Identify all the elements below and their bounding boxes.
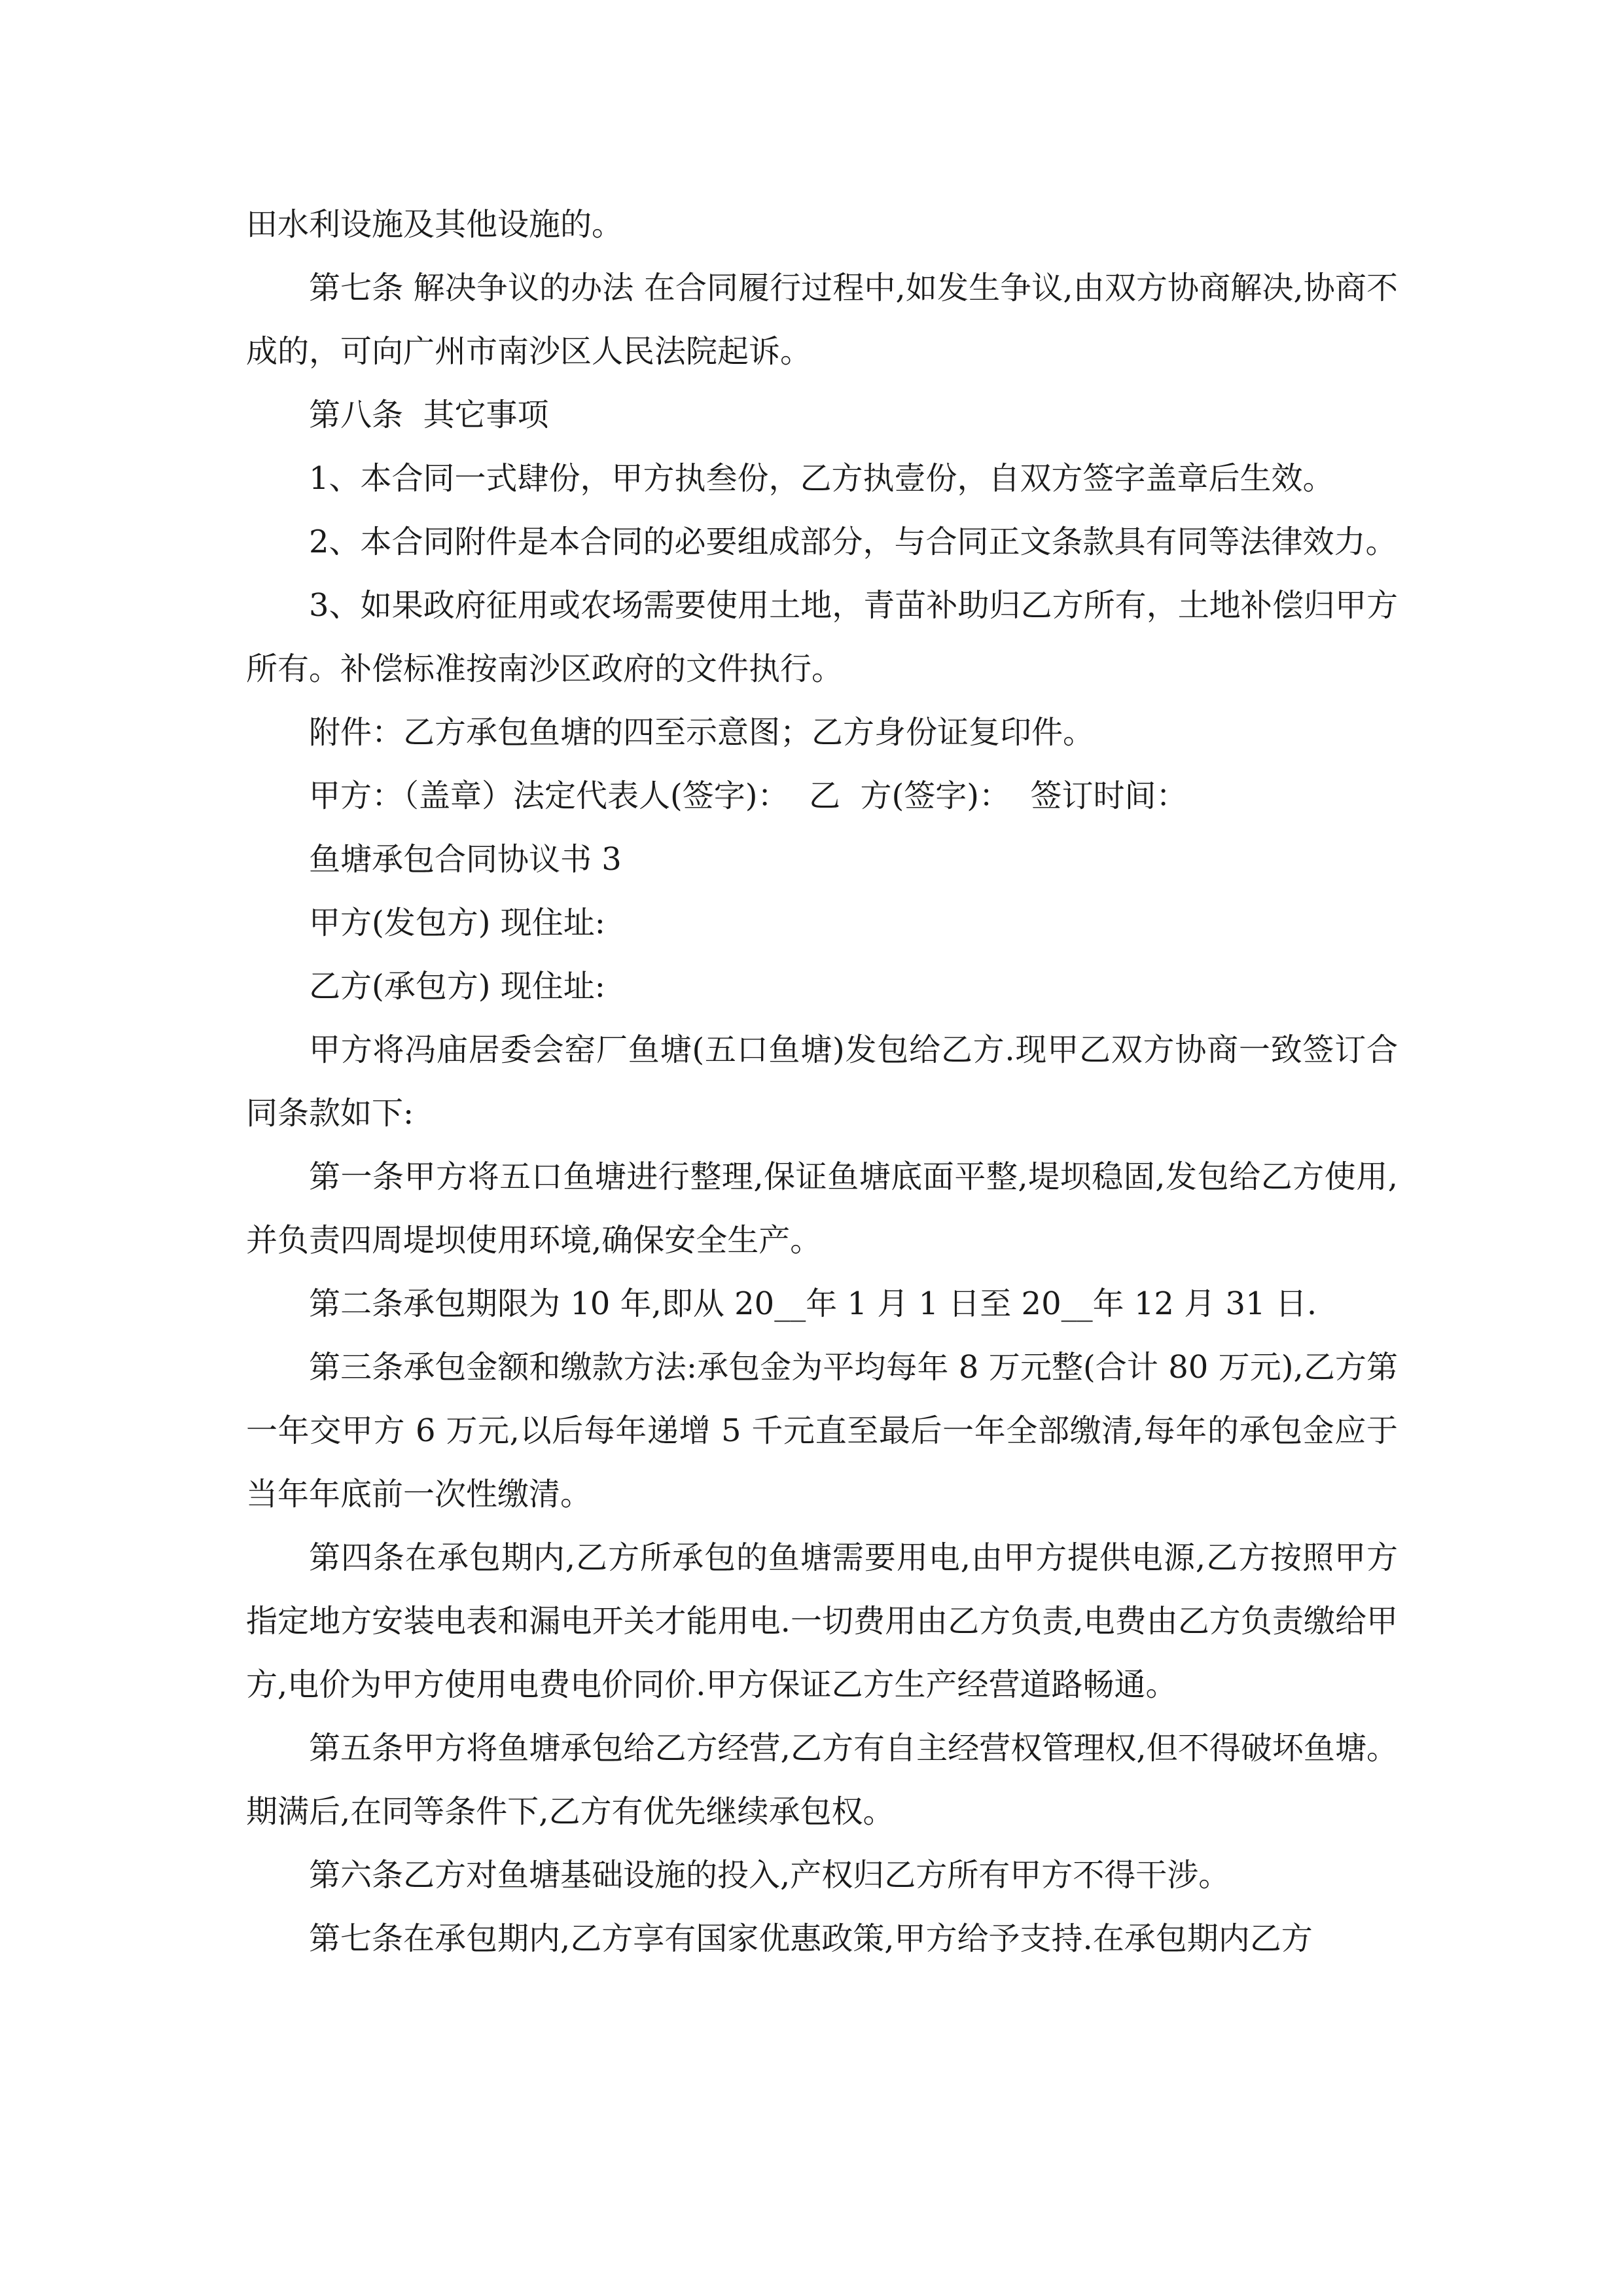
paragraph-preamble: 甲方将冯庙居委会窑厂鱼塘(五口鱼塘)发包给乙方.现甲乙双方协商一致签订合同条款如下: — [246, 1031, 1398, 1132]
paragraph-article-7: 第七条在承包期内,乙方享有国家优惠政策,甲方给予支持.在承包期内乙方 — [309, 1920, 1313, 1957]
paragraph-article-3: 第三条承包金额和缴款方法:承包金为平均每年 8 万元整(合计 80 万元),乙方第一年交甲方 6 万元,以后每年递增 5 千元直至最后一年全部缴清,每年的承包金应于当年年底前一次性缴清。 — [246, 1349, 1398, 1513]
paragraph-continuation: 田水利设施及其他设施的。 — [246, 206, 624, 243]
paragraph-contract-title-3: 鱼塘承包合同协议书 3 — [309, 841, 622, 878]
paragraph-article-4: 第四条在承包期内,乙方所承包的鱼塘需要用电,由甲方提供电源,乙方按照甲方指定地方安装电表和漏电开关才能用电.一切费用由乙方负责,电费由乙方负责缴给甲方,电价为甲方使用电费电价同价.甲方保证乙方生产经营道路畅通。 — [246, 1539, 1398, 1703]
paragraph-article-7-dispute: 第七条 解决争议的办法 在合同履行过程中,如发生争议,由双方协商解决,协商不成的，可向广州市南沙区人民法院起诉。 — [246, 270, 1398, 370]
paragraph-party-a: 甲方(发包方) 现住址: — [309, 905, 605, 941]
paragraph-article-6: 第六条乙方对鱼塘基础设施的投入,产权归乙方所有甲方不得干涉。 — [309, 1857, 1230, 1893]
paragraph-party-b: 乙方(承包方) 现住址: — [309, 968, 605, 1005]
paragraph-signature-line: 甲方：（盖章）法定代表人(签字)： 乙 方(签字)： 签订时间： — [309, 778, 1188, 814]
paragraph-item-1: 1、本合同一式肆份，甲方执叁份，乙方执壹份，自双方签字盖章后生效。 — [309, 460, 1334, 497]
paragraph-item-3: 3、如果政府征用或农场需要使用土地，青苗补助归乙方所有，土地补偿归甲方所有。补偿标准按南沙区政府的文件执行。 — [246, 587, 1398, 687]
paragraph-article-1: 第一条甲方将五口鱼塘进行整理,保证鱼塘底面平整,堤坝稳固,发包给乙方使用,并负责四周堤坝使用环境,确保安全生产。 — [246, 1158, 1398, 1259]
paragraph-article-8-heading: 第八条 其它事项 — [309, 397, 549, 433]
paragraph-article-5: 第五条甲方将鱼塘承包给乙方经营,乙方有自主经营权管理权,但不得破坏鱼塘。期满后,在同等条件下,乙方有优先继续承包权。 — [246, 1730, 1398, 1830]
paragraph-article-2: 第二条承包期限为 10 年,即从 20__年 1 月 1 日至 20__年 12 月 31 日. — [309, 1285, 1317, 1322]
document-body — [246, 193, 1398, 1971]
paragraph-attachments: 附件：乙方承包鱼塘的四至示意图；乙方身份证复印件。 — [309, 714, 1095, 751]
paragraph-item-2: 2、本合同附件是本合同的必要组成部分，与合同正文条款具有同等法律效力。 — [309, 524, 1397, 560]
